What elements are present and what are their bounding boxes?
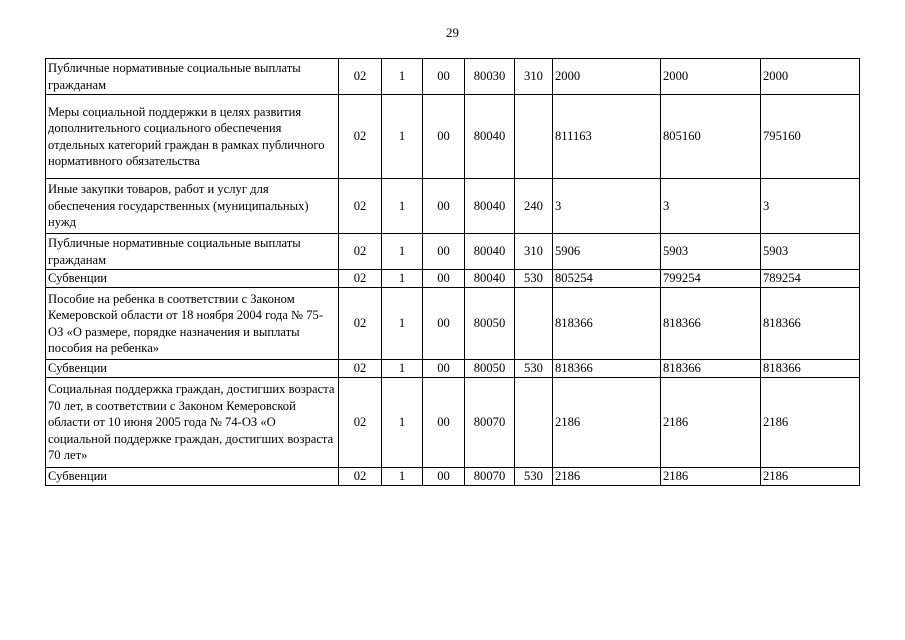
budget-table (45, 58, 860, 486)
table-row (46, 234, 860, 270)
expense-type-code: 310 (515, 59, 553, 95)
subprogram-code: 00 (423, 234, 465, 270)
amount-year-1: 818366 (553, 360, 661, 378)
expense-type-code: 240 (515, 179, 553, 234)
amount-year-2: 818366 (661, 288, 761, 360)
section-code: 02 (339, 288, 382, 360)
program-code: 1 (382, 288, 423, 360)
direction-code: 80050 (465, 288, 515, 360)
amount-year-3: 818366 (761, 288, 860, 360)
amount-year-2: 2186 (661, 468, 761, 486)
section-code: 02 (339, 179, 382, 234)
subprogram-code: 00 (423, 59, 465, 95)
section-code: 02 (339, 95, 382, 179)
table-row (46, 468, 860, 486)
amount-year-3: 818366 (761, 360, 860, 378)
amount-year-2: 3 (661, 179, 761, 234)
direction-code: 80070 (465, 468, 515, 486)
expense-type-code: 310 (515, 234, 553, 270)
amount-year-3: 789254 (761, 270, 860, 288)
row-name: Пособие на ребенка в соответствии с Законом Кемеровской области от 18 ноября 2004 года № 75-ОЗ «О размере, порядке назначения и выплаты пособия на ребенка» (46, 288, 339, 360)
program-code: 1 (382, 468, 423, 486)
amount-year-3: 2186 (761, 378, 860, 468)
amount-year-1: 811163 (553, 95, 661, 179)
page-number: 29 (446, 25, 459, 40)
table-row (46, 288, 860, 360)
row-name: Субвенции (46, 468, 339, 486)
amount-year-1: 805254 (553, 270, 661, 288)
section-code: 02 (339, 360, 382, 378)
expense-type-code: 530 (515, 468, 553, 486)
section-code: 02 (339, 270, 382, 288)
amount-year-1: 818366 (553, 288, 661, 360)
direction-code: 80040 (465, 234, 515, 270)
direction-code: 80070 (465, 378, 515, 468)
direction-code: 80040 (465, 95, 515, 179)
table-row (46, 360, 860, 378)
amount-year-3: 2000 (761, 59, 860, 95)
direction-code: 80040 (465, 179, 515, 234)
program-code: 1 (382, 95, 423, 179)
amount-year-1: 2186 (553, 468, 661, 486)
expense-type-code: 530 (515, 360, 553, 378)
subprogram-code: 00 (423, 95, 465, 179)
amount-year-2: 805160 (661, 95, 761, 179)
table-row (46, 378, 860, 468)
row-name: Публичные нормативные социальные выплаты гражданам (46, 234, 339, 270)
direction-code: 80040 (465, 270, 515, 288)
amount-year-2: 818366 (661, 360, 761, 378)
section-code: 02 (339, 468, 382, 486)
amount-year-1: 5906 (553, 234, 661, 270)
expense-type-code: 530 (515, 270, 553, 288)
amount-year-3: 5903 (761, 234, 860, 270)
amount-year-1: 2000 (553, 59, 661, 95)
row-name: Субвенции (46, 270, 339, 288)
subprogram-code: 00 (423, 270, 465, 288)
expense-type-code (515, 95, 553, 179)
subprogram-code: 00 (423, 378, 465, 468)
program-code: 1 (382, 360, 423, 378)
amount-year-1: 2186 (553, 378, 661, 468)
table-row (46, 95, 860, 179)
subprogram-code: 00 (423, 360, 465, 378)
table-row (46, 179, 860, 234)
amount-year-1: 3 (553, 179, 661, 234)
amount-year-2: 799254 (661, 270, 761, 288)
table-row (46, 59, 860, 95)
section-code: 02 (339, 59, 382, 95)
subprogram-code: 00 (423, 288, 465, 360)
table-row (46, 270, 860, 288)
section-code: 02 (339, 234, 382, 270)
program-code: 1 (382, 378, 423, 468)
subprogram-code: 00 (423, 468, 465, 486)
section-code: 02 (339, 378, 382, 468)
program-code: 1 (382, 179, 423, 234)
direction-code: 80050 (465, 360, 515, 378)
amount-year-3: 795160 (761, 95, 860, 179)
amount-year-3: 2186 (761, 468, 860, 486)
row-name: Социальная поддержка граждан, достигших возраста 70 лет, в соответствии с Законом Кемеровской области от 10 июня 2005 года № 74-ОЗ «О социальной поддержке граждан, достигших возраста 70 лет» (46, 378, 339, 468)
program-code: 1 (382, 234, 423, 270)
amount-year-2: 5903 (661, 234, 761, 270)
subprogram-code: 00 (423, 179, 465, 234)
program-code: 1 (382, 59, 423, 95)
row-name: Меры социальной поддержки в целях развития дополнительного социального обеспечения отдельных категорий граждан в рамках публичного нормативного обязательства (46, 95, 339, 179)
row-name: Публичные нормативные социальные выплаты гражданам (46, 59, 339, 95)
program-code: 1 (382, 270, 423, 288)
row-name: Иные закупки товаров, работ и услуг для обеспечения государственных (муниципальных) нужд (46, 179, 339, 234)
amount-year-2: 2186 (661, 378, 761, 468)
direction-code: 80030 (465, 59, 515, 95)
expense-type-code (515, 288, 553, 360)
expense-type-code (515, 378, 553, 468)
amount-year-2: 2000 (661, 59, 761, 95)
row-name: Субвенции (46, 360, 339, 378)
amount-year-3: 3 (761, 179, 860, 234)
